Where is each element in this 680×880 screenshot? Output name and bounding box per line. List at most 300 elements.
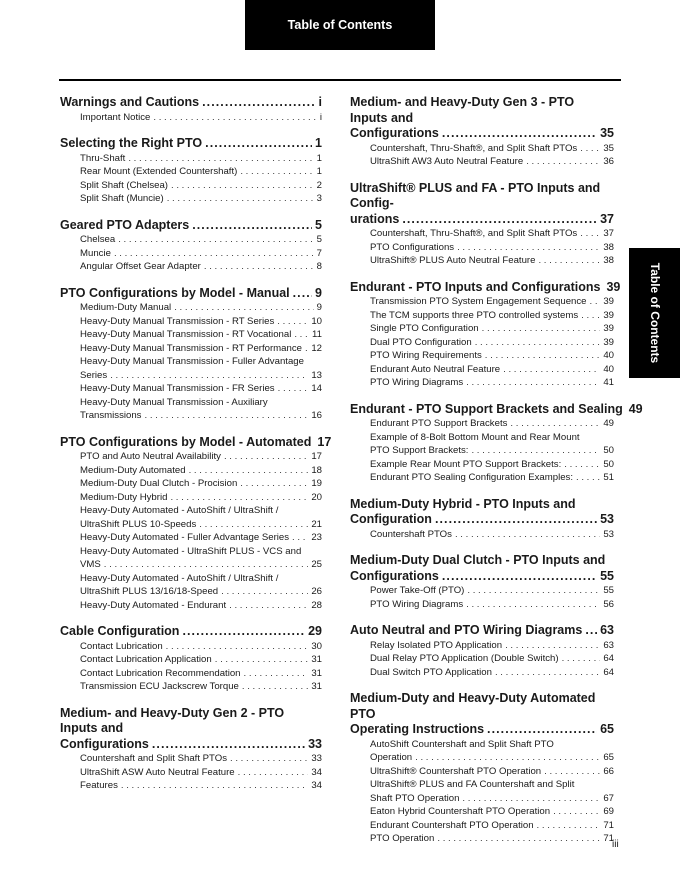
- entry-row: [370, 666, 614, 680]
- toc-section: [60, 218, 322, 274]
- toc-entry[interactable]: [370, 309, 614, 323]
- entry-row: [80, 315, 322, 329]
- entry-row: [80, 464, 322, 478]
- dot-leader: [104, 558, 309, 572]
- section-entries: [60, 752, 322, 793]
- entry-row: [80, 752, 322, 766]
- entry-row: [370, 254, 614, 268]
- entry-row: [80, 599, 322, 613]
- dot-leader: [199, 518, 308, 532]
- dot-leader: [224, 450, 308, 464]
- toc-section: [350, 95, 614, 169]
- section-page-number: 49: [628, 401, 643, 416]
- entry-text: Transmission PTO System Engagement Sequence: [370, 296, 587, 307]
- toc-entry[interactable]: [80, 165, 322, 179]
- entry-row: [80, 260, 322, 274]
- entry-text: Muncie: [80, 247, 111, 259]
- entry-page-number: 49: [603, 418, 614, 429]
- entry-page-number: 50: [603, 445, 614, 456]
- entry-row: [80, 680, 322, 694]
- toc-entry[interactable]: [370, 241, 614, 255]
- entry-row: [370, 792, 614, 806]
- section-title-text: Endurant - PTO Support Brackets and Sealing: [350, 401, 623, 416]
- dot-leader: [442, 569, 597, 585]
- entry-row: [370, 652, 614, 666]
- entry-page-number: 2: [316, 179, 322, 191]
- dot-leader: [171, 179, 314, 193]
- section-entries: [60, 111, 322, 125]
- dot-leader: [278, 382, 309, 396]
- entry-text: Heavy-Duty Manual Transmission - RT Vocational: [80, 329, 292, 340]
- dot-leader: [402, 212, 597, 228]
- entry-text: Medium-Duty Automated: [80, 464, 186, 476]
- entry-page-number: 36: [603, 156, 614, 167]
- toc-entry[interactable]: [370, 598, 614, 612]
- section-entries: [350, 528, 614, 542]
- entry-page-number: 25: [311, 559, 322, 570]
- toc-entry[interactable]: [370, 528, 614, 542]
- dot-leader: [128, 152, 313, 166]
- toc-entry[interactable]: [370, 142, 614, 156]
- entry-page-number: 71: [603, 819, 614, 831]
- toc-entry[interactable]: [370, 832, 614, 846]
- entry-page-number: 69: [603, 806, 614, 817]
- toc-entry[interactable]: [370, 471, 614, 485]
- entry-page-number: 12: [311, 342, 322, 354]
- toc-entry[interactable]: [80, 192, 322, 206]
- section-page-number: 63: [600, 623, 614, 637]
- entry-row: [370, 295, 614, 309]
- entry-page-number: 11: [312, 329, 322, 340]
- header-rule: [59, 79, 621, 81]
- entry-text: The TCM supports three PTO controlled systems: [370, 309, 579, 321]
- section-page-number: 35: [600, 126, 614, 140]
- dot-leader: [215, 653, 309, 667]
- entry-page-number: 65: [603, 752, 614, 763]
- dot-leader: [537, 819, 601, 833]
- dot-leader: [144, 409, 308, 423]
- entry-text: Relay Isolated PTO Application: [370, 639, 503, 651]
- dot-leader: [202, 95, 315, 111]
- dot-leader: [174, 301, 313, 315]
- side-tab-label: Table of Contents: [647, 262, 662, 364]
- toc-entry[interactable]: [80, 328, 322, 342]
- section-title[interactable]: [60, 136, 322, 152]
- dot-leader: [242, 680, 308, 694]
- section-entries: [60, 640, 322, 694]
- toc-entry[interactable]: [80, 680, 322, 694]
- toc-section: [350, 401, 643, 485]
- entry-text: Countershaft, Thru-Shaft®, and Split Shaft PTOs: [370, 228, 578, 239]
- dot-leader: [585, 623, 597, 639]
- dot-leader: [292, 531, 308, 545]
- section-title[interactable]: [350, 181, 614, 228]
- toc-entry[interactable]: [80, 752, 322, 766]
- entry-page-number: 39: [603, 296, 614, 307]
- dot-leader: [182, 624, 305, 640]
- entry-row: [370, 458, 614, 472]
- section-entries: [350, 295, 614, 390]
- section-title[interactable]: [60, 624, 322, 640]
- toc-entry[interactable]: [80, 260, 322, 274]
- toc-entry[interactable]: [370, 349, 614, 363]
- entry-page-number: 38: [603, 241, 614, 253]
- entry-row: [80, 369, 322, 383]
- toc-entry[interactable]: [370, 322, 614, 336]
- section-title[interactable]: [350, 691, 614, 738]
- entry-text: Endurant PTO Support Brackets: [370, 418, 508, 429]
- entry-page-number: 55: [603, 585, 614, 596]
- section-title[interactable]: [60, 706, 322, 753]
- entry-page-number: 51: [603, 472, 614, 483]
- entry-row: [370, 309, 614, 323]
- dot-leader: [294, 328, 309, 342]
- dot-leader: [415, 751, 600, 765]
- dot-leader: [482, 322, 601, 336]
- toc-entry[interactable]: [80, 179, 322, 193]
- toc-entry[interactable]: [80, 301, 322, 315]
- toc-entry[interactable]: [80, 342, 322, 356]
- toc-entry[interactable]: [370, 458, 614, 472]
- dot-leader: [114, 247, 314, 261]
- section-page-number: 29: [308, 624, 322, 638]
- entry-text: Heavy-Duty Automated - Fuller Advantage Series: [80, 532, 290, 543]
- section-title-line-1: Medium- and Heavy-Duty Gen 3 - PTO Inputs and: [350, 95, 575, 125]
- section-title[interactable]: [60, 434, 332, 451]
- toc-entry[interactable]: [370, 819, 614, 833]
- entry-row: [370, 598, 614, 612]
- entry-row: [80, 491, 322, 505]
- dot-leader: [503, 363, 600, 377]
- dot-leader: [581, 309, 600, 323]
- section-title-text: Configurations: [350, 568, 439, 583]
- entry-row: [80, 301, 322, 315]
- toc-entry[interactable]: [370, 431, 614, 458]
- entry-row: [370, 832, 614, 846]
- section-title-line: [350, 401, 643, 418]
- toc-entry[interactable]: [370, 417, 614, 431]
- entry-page-number: 1: [316, 152, 322, 164]
- section-title-line-1: UltraShift® PLUS and FA - PTO Inputs and Config-: [350, 180, 601, 210]
- dot-leader: [110, 369, 308, 383]
- section-title[interactable]: [60, 286, 322, 302]
- dot-leader: [466, 598, 600, 612]
- entry-page-number: 31: [311, 654, 322, 665]
- toc-entry[interactable]: [80, 640, 322, 654]
- dot-leader: [435, 512, 597, 528]
- dot-leader: [455, 528, 600, 542]
- dot-leader: [170, 491, 308, 505]
- toc-entry[interactable]: [80, 450, 322, 464]
- entry-text: Countershaft, Thru-Shaft®, and Split Shaft PTOs: [370, 142, 578, 154]
- entry-text-line-1: Heavy-Duty Manual Transmission - Auxiliary: [80, 396, 268, 408]
- toc-entry[interactable]: [80, 531, 322, 545]
- section-title-line-1: Medium- and Heavy-Duty Gen 2 - PTO Inputs and: [60, 705, 285, 735]
- section-title-line: [350, 279, 621, 296]
- entry-row: [80, 111, 322, 125]
- section-title[interactable]: [350, 623, 614, 639]
- section-page-number: 39: [606, 279, 621, 294]
- section-title-text: urations: [350, 211, 400, 226]
- toc-entry[interactable]: [80, 653, 322, 667]
- toc-entry[interactable]: [80, 779, 322, 793]
- entry-text: Rear Mount (Extended Countershaft): [80, 166, 238, 177]
- section-title-text: Endurant - PTO Inputs and Configurations: [350, 279, 601, 294]
- entry-text: Thru-Shaft: [80, 152, 126, 164]
- toc-entry[interactable]: [80, 491, 322, 505]
- entry-row: [370, 336, 614, 350]
- entry-row: [80, 585, 322, 599]
- entry-text: Contact Lubrication: [80, 640, 163, 652]
- toc-entry[interactable]: [370, 363, 614, 377]
- entry-row: [80, 653, 322, 667]
- section-page-number: 53: [600, 512, 614, 526]
- entry-text: Features: [80, 780, 118, 791]
- entry-row: [370, 376, 614, 390]
- entry-text: Dual Switch PTO Application: [370, 666, 492, 678]
- entry-page-number: 41: [603, 377, 614, 388]
- toc-entry[interactable]: [370, 295, 614, 309]
- entry-row: [80, 766, 322, 780]
- entry-text: Countershaft PTOs: [370, 528, 452, 540]
- entry-text: Medium-Duty Hybrid: [80, 491, 168, 503]
- entry-text: Medium-Duty Dual Clutch - Procision: [80, 478, 238, 489]
- entry-row: [80, 409, 322, 423]
- toc-entry[interactable]: [80, 545, 322, 572]
- toc-entry[interactable]: [370, 805, 614, 819]
- dot-leader: [466, 376, 600, 390]
- entry-page-number: 64: [603, 653, 614, 664]
- section-title[interactable]: [350, 95, 614, 142]
- entry-row: [370, 227, 614, 241]
- dot-leader: [121, 779, 308, 793]
- entry-page-number: 31: [311, 667, 322, 679]
- section-title-line: [350, 722, 614, 738]
- entry-text: Heavy-Duty Manual Transmission - RT Performance: [80, 342, 302, 354]
- dot-leader: [204, 260, 314, 274]
- entry-row: [80, 779, 322, 793]
- entry-text: Contact Lubrication Application: [80, 654, 212, 665]
- section-title-text: Configurations: [350, 126, 439, 140]
- dot-leader: [487, 722, 597, 738]
- toc-section: [350, 691, 614, 846]
- toc-entry[interactable]: [370, 765, 614, 779]
- toc-section: [60, 434, 332, 613]
- dot-leader: [166, 640, 309, 654]
- entry-text: Endurant Countershaft PTO Operation: [370, 819, 534, 831]
- section-page-number: 55: [600, 568, 614, 583]
- toc-entry[interactable]: [370, 738, 614, 765]
- toc-section: [350, 497, 614, 542]
- entry-row: [80, 450, 322, 464]
- entry-text: PTO Wiring Requirements: [370, 350, 482, 361]
- section-title-line-1: Medium-Duty and Heavy-Duty Automated PTO: [350, 691, 596, 721]
- entry-page-number: 3: [316, 193, 322, 204]
- entry-page-number: i: [319, 111, 322, 123]
- section-page-number: 1: [315, 136, 322, 150]
- entry-text: UltraShift® PLUS Auto Neutral Feature: [370, 255, 536, 266]
- header-title: Table of Contents: [287, 18, 393, 32]
- toc-entry[interactable]: [80, 111, 322, 125]
- toc-entry[interactable]: [370, 155, 614, 169]
- entry-row: [370, 444, 614, 458]
- section-page-number: 17: [317, 434, 332, 449]
- entry-row: [80, 328, 322, 342]
- entry-text: Shaft PTO Operation: [370, 792, 460, 804]
- toc-entry[interactable]: [80, 464, 322, 478]
- entry-row: [80, 152, 322, 166]
- section-entries: [60, 450, 322, 612]
- toc-entry[interactable]: [370, 666, 614, 680]
- dot-leader: [437, 832, 600, 846]
- section-title[interactable]: [350, 497, 614, 528]
- entry-row: [370, 584, 614, 598]
- section-title-text: Geared PTO Adapters: [60, 217, 190, 232]
- entry-text: UltraShift AW3 Auto Neutral Feature: [370, 156, 524, 167]
- section-title-text: Auto Neutral and PTO Wiring Diagrams: [350, 623, 583, 637]
- dot-leader: [221, 585, 308, 599]
- section-title-line: [350, 569, 614, 585]
- section-entries: [350, 738, 614, 846]
- entry-text-line-1: Heavy-Duty Automated - AutoShift / UltraShift /: [80, 572, 279, 584]
- toc-entry[interactable]: [80, 572, 322, 599]
- entry-text: Transmissions: [80, 410, 142, 421]
- entry-page-number: 34: [311, 780, 322, 791]
- entry-page-number: 66: [603, 765, 614, 777]
- section-title-text: Configurations: [60, 736, 149, 751]
- entry-text: Angular Offset Gear Adapter: [80, 261, 201, 272]
- section-entries: [350, 584, 614, 611]
- section-page-number: i: [318, 95, 322, 109]
- entry-row: [80, 558, 322, 572]
- section-title[interactable]: [350, 553, 614, 584]
- entry-text: Important Notice: [80, 111, 151, 123]
- entry-page-number: 34: [311, 766, 322, 778]
- entry-text: Heavy-Duty Manual Transmission - FR Series: [80, 383, 275, 394]
- toc-entry[interactable]: [370, 639, 614, 653]
- toc-entry[interactable]: [80, 396, 322, 423]
- dot-leader: [238, 766, 309, 780]
- dot-leader: [495, 666, 600, 680]
- toc-entry[interactable]: [80, 382, 322, 396]
- section-entries: [350, 639, 614, 680]
- dot-leader: [580, 142, 600, 156]
- dot-leader: [240, 165, 313, 179]
- entry-text: PTO and Auto Neutral Availability: [80, 451, 221, 462]
- entry-page-number: 31: [311, 681, 322, 692]
- dot-leader: [240, 477, 308, 491]
- entry-page-number: 33: [311, 753, 322, 764]
- toc-entry[interactable]: [370, 376, 614, 390]
- toc-entry[interactable]: [80, 233, 322, 247]
- toc-entry[interactable]: [80, 599, 322, 613]
- entry-row: [80, 165, 322, 179]
- entry-row: [370, 142, 614, 156]
- header-title-box: [245, 0, 435, 50]
- toc-entry[interactable]: [80, 152, 322, 166]
- entry-text: UltraShift PLUS 13/16/18-Speed: [80, 586, 219, 597]
- entry-text-line-1: Heavy-Duty Manual Transmission - Fuller Advantage: [80, 356, 304, 367]
- entry-row: [370, 349, 614, 363]
- side-tab[interactable]: [629, 248, 680, 378]
- section-entries: [60, 301, 322, 423]
- toc-entry[interactable]: [370, 336, 614, 350]
- toc-entry[interactable]: [80, 766, 322, 780]
- section-title[interactable]: [60, 218, 322, 234]
- dot-leader: [442, 126, 597, 142]
- entry-page-number: 38: [603, 255, 614, 266]
- dot-leader: [553, 805, 600, 819]
- entry-page-number: 7: [316, 247, 322, 259]
- toc-entry[interactable]: [370, 584, 614, 598]
- toc-entry[interactable]: [80, 477, 322, 491]
- toc-entry[interactable]: [370, 778, 614, 805]
- toc-entry[interactable]: [80, 315, 322, 329]
- entry-page-number: 39: [603, 323, 614, 334]
- entry-row: [80, 342, 322, 356]
- dot-leader: [526, 155, 600, 169]
- entry-page-number: 8: [316, 261, 322, 272]
- toc-entry[interactable]: [80, 247, 322, 261]
- toc-section: [350, 623, 614, 679]
- section-entries: [60, 233, 322, 274]
- dot-leader: [153, 111, 316, 125]
- page-number: iii: [612, 839, 619, 850]
- section-title[interactable]: [350, 279, 621, 296]
- entry-row: [370, 751, 614, 765]
- entry-page-number: 30: [311, 640, 322, 652]
- entry-text: Chelsea: [80, 234, 116, 245]
- toc-entry[interactable]: [80, 355, 322, 382]
- entry-text: Heavy-Duty Automated - Endurant: [80, 599, 227, 611]
- entry-text: PTO Wiring Diagrams: [370, 598, 464, 610]
- toc-section: [60, 624, 322, 694]
- section-title-text: PTO Configurations by Model - Manual: [60, 285, 290, 300]
- entry-text: Countershaft and Split Shaft PTOs: [80, 753, 228, 764]
- toc-left-column: [60, 90, 332, 793]
- toc-section: [60, 706, 322, 793]
- section-title-line: [350, 126, 614, 142]
- entry-row: [80, 531, 322, 545]
- toc-entry[interactable]: [80, 667, 322, 681]
- dot-leader: [305, 342, 308, 356]
- dot-leader: [205, 136, 312, 152]
- section-title[interactable]: [60, 95, 322, 111]
- section-title[interactable]: [350, 401, 643, 418]
- toc-entry[interactable]: [370, 227, 614, 241]
- entry-text: PTO Operation: [370, 833, 435, 844]
- entry-text: Power Take-Off (PTO): [370, 585, 465, 596]
- toc-section: [350, 181, 614, 268]
- dot-leader: [230, 752, 308, 766]
- dot-leader: [457, 241, 600, 255]
- entry-text-line-1: Heavy-Duty Automated - AutoShift / UltraShift /: [80, 505, 279, 516]
- toc-entry[interactable]: [80, 504, 322, 531]
- entry-row: [370, 765, 614, 779]
- section-title-text: Configuration: [350, 512, 432, 526]
- entry-text: Split Shaft (Chelsea): [80, 179, 168, 191]
- entry-text: Transmission ECU Jackscrew Torque: [80, 681, 239, 692]
- dot-leader: [189, 464, 309, 478]
- entry-page-number: 39: [603, 309, 614, 321]
- toc-entry[interactable]: [370, 254, 614, 268]
- dot-leader: [564, 458, 600, 472]
- entry-row: [370, 417, 614, 431]
- entry-text-line-1: Heavy-Duty Automated - UltraShift PLUS - VCS and: [80, 545, 302, 557]
- toc-entry[interactable]: [370, 652, 614, 666]
- entry-page-number: 35: [603, 142, 614, 154]
- entry-row: [80, 247, 322, 261]
